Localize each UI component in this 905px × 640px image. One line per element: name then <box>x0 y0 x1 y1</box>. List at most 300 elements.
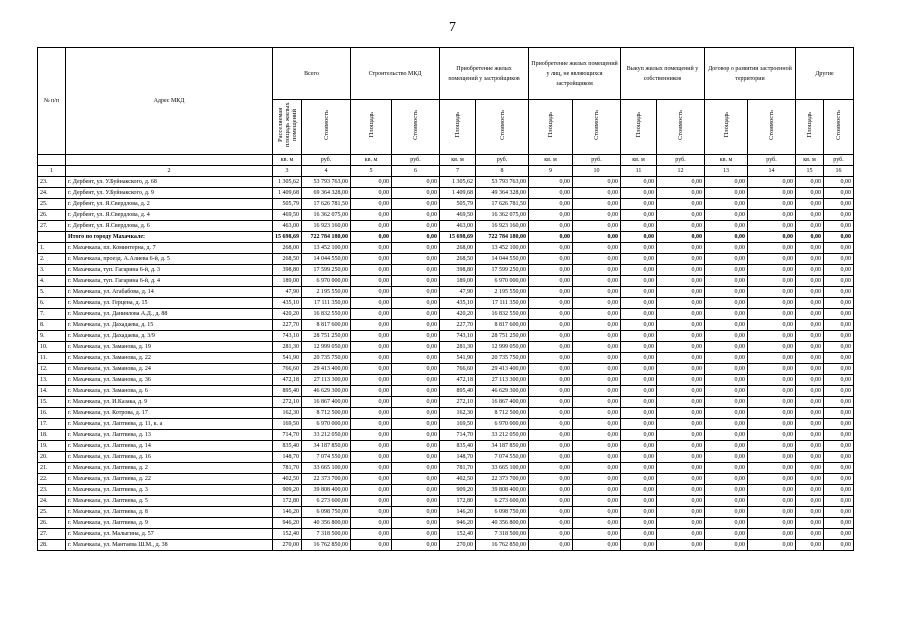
cost-value: 0,00 <box>824 254 854 265</box>
area-value: 0,00 <box>529 364 573 375</box>
area-value: 0,00 <box>621 243 657 254</box>
cost-value: 0,00 <box>657 177 705 188</box>
cost-value: 0,00 <box>748 518 796 529</box>
cost-value: 27 113 300,00 <box>302 375 351 386</box>
address: г. Махачкала, ул. И.Казака, д. 9 <box>66 397 273 408</box>
area-value: 0,00 <box>705 309 748 320</box>
row-number: 18. <box>38 430 66 441</box>
cost-value: 0,00 <box>657 419 705 430</box>
address: г. Махачкала, ул. Котрова, д. 17 <box>66 408 273 419</box>
area-value: 0,00 <box>621 353 657 364</box>
area-value: 0,00 <box>351 320 392 331</box>
area-value: 766,60 <box>273 364 302 375</box>
area-value: 0,00 <box>529 452 573 463</box>
table-row <box>38 364 854 375</box>
cost-value: 7 074 550,00 <box>476 452 529 463</box>
row-number: 8. <box>38 320 66 331</box>
cost-value: 0,00 <box>748 287 796 298</box>
cost-value: 7 318 500,00 <box>476 529 529 540</box>
row-number: 20. <box>38 452 66 463</box>
area-value: 0,00 <box>796 474 824 485</box>
row-number: 7. <box>38 309 66 320</box>
area-value: 270,00 <box>273 540 302 551</box>
area-value: 0,00 <box>529 177 573 188</box>
cost-value: 0,00 <box>573 485 621 496</box>
area-value: 0,00 <box>796 221 824 232</box>
address: г. Дербент, ул. Я.Свердлова, д. 6 <box>66 221 273 232</box>
cost-value: 0,00 <box>392 199 440 210</box>
cost-value: 0,00 <box>657 375 705 386</box>
cost-value: 0,00 <box>748 353 796 364</box>
area-value: 0,00 <box>796 188 824 199</box>
area-value: 0,00 <box>621 397 657 408</box>
cost-value: 0,00 <box>573 353 621 364</box>
area-value: 227,70 <box>273 320 302 331</box>
area-value: 0,00 <box>796 463 824 474</box>
cost-value: 0,00 <box>824 518 854 529</box>
address: г. Махачкала, ул. Дахадаева, д. 15 <box>66 320 273 331</box>
area-value: 0,00 <box>529 463 573 474</box>
table-row <box>38 210 854 221</box>
cost-value: 0,00 <box>392 287 440 298</box>
area-value: 0,00 <box>529 540 573 551</box>
cost-value: 0,00 <box>573 452 621 463</box>
area-value: 0,00 <box>705 342 748 353</box>
unit-area: кв. м <box>705 155 748 166</box>
area-value: 0,00 <box>705 540 748 551</box>
cost-value: 0,00 <box>824 540 854 551</box>
area-value: 0,00 <box>621 177 657 188</box>
unit-area: кв. м <box>351 155 392 166</box>
cost-value: 0,00 <box>657 243 705 254</box>
row-number: 25. <box>38 507 66 518</box>
cost-value: 0,00 <box>657 276 705 287</box>
cost-value: 16 867 400,00 <box>476 397 529 408</box>
area-value: 0,00 <box>621 540 657 551</box>
cost-value: 0,00 <box>824 210 854 221</box>
area-value: 743,10 <box>440 331 476 342</box>
cost-value: 0,00 <box>392 331 440 342</box>
cost-value: 0,00 <box>748 331 796 342</box>
area-value: 0,00 <box>529 496 573 507</box>
row-number: 19. <box>38 441 66 452</box>
area-value: 0,00 <box>351 298 392 309</box>
address: г. Махачкала, ул. Лаптиева, д. 11, к. а <box>66 419 273 430</box>
table-row <box>38 419 854 430</box>
area-value: 781,70 <box>273 463 302 474</box>
area-value: 0,00 <box>705 452 748 463</box>
area-value: 0,00 <box>351 265 392 276</box>
cost-value: 0,00 <box>824 408 854 419</box>
unit-cost: руб. <box>392 155 440 166</box>
cost-value: 0,00 <box>392 452 440 463</box>
cost-value: 0,00 <box>573 540 621 551</box>
cost-value: 0,00 <box>748 320 796 331</box>
area-value: 0,00 <box>529 265 573 276</box>
address: г. Махачкала, ул. Агабабова, д. 14 <box>66 287 273 298</box>
area-value: 0,00 <box>796 397 824 408</box>
area-value: 0,00 <box>705 507 748 518</box>
area-value: 0,00 <box>621 309 657 320</box>
table-row <box>38 529 854 540</box>
cost-value: 0,00 <box>392 430 440 441</box>
unit-area: кв. м <box>621 155 657 166</box>
cost-value: 7 074 550,00 <box>302 452 351 463</box>
area-value: 0,00 <box>705 441 748 452</box>
area-value: 0,00 <box>529 474 573 485</box>
area-value: 268,00 <box>440 243 476 254</box>
address: г. Махачкала, туп. Гагарина 6-й, д. 4 <box>66 276 273 287</box>
cost-value: 0,00 <box>657 397 705 408</box>
area-value: 0,00 <box>621 342 657 353</box>
cost-value: 39 808 400,00 <box>302 485 351 496</box>
cost-value: 13 452 100,00 <box>476 243 529 254</box>
cost-value: 0,00 <box>824 507 854 518</box>
row-number: 26. <box>38 210 66 221</box>
table-row <box>38 265 854 276</box>
area-value: 0,00 <box>705 463 748 474</box>
area-value: 743,10 <box>273 331 302 342</box>
area-value: 268,00 <box>273 243 302 254</box>
area-value: 0,00 <box>705 331 748 342</box>
cost-value: 40 356 800,00 <box>302 518 351 529</box>
cost-value: 0,00 <box>392 474 440 485</box>
area-value: 270,00 <box>440 540 476 551</box>
cost-value: 20 735 750,00 <box>302 353 351 364</box>
row-number: 23. <box>38 177 66 188</box>
area-value: 0,00 <box>351 177 392 188</box>
cost-value: 14 044 550,00 <box>476 254 529 265</box>
cost-value: 0,00 <box>748 309 796 320</box>
area-value: 0,00 <box>621 430 657 441</box>
area-value: 0,00 <box>705 243 748 254</box>
area-value: 0,00 <box>351 518 392 529</box>
table-row <box>38 518 854 529</box>
address: г. Махачкала, проезд. А.Алиева 6-й, д. 5 <box>66 254 273 265</box>
row-number: 21. <box>38 463 66 474</box>
area-value: 0,00 <box>351 342 392 353</box>
area-value: 0,00 <box>351 276 392 287</box>
cost-value: 0,00 <box>392 529 440 540</box>
area-value: 0,00 <box>621 188 657 199</box>
area-value: 0,00 <box>796 507 824 518</box>
area-value: 0,00 <box>621 199 657 210</box>
area-value: 398,80 <box>273 265 302 276</box>
cost-value: 0,00 <box>392 210 440 221</box>
area-value: 0,00 <box>351 408 392 419</box>
cost-value: 0,00 <box>392 540 440 551</box>
cost-value: 16 832 550,00 <box>302 309 351 320</box>
cost-value: 28 751 250,00 <box>476 331 529 342</box>
area-value: 268,50 <box>273 254 302 265</box>
cost-value: 16 923 160,00 <box>476 221 529 232</box>
cost-value: 0,00 <box>748 474 796 485</box>
cost-value: 0,00 <box>573 430 621 441</box>
cost-value: 0,00 <box>657 298 705 309</box>
cost-value: 0,00 <box>573 265 621 276</box>
area-value: 1 305,62 <box>440 177 476 188</box>
cost-value: 0,00 <box>573 188 621 199</box>
area-value: 469,50 <box>440 210 476 221</box>
cost-value: 0,00 <box>824 375 854 386</box>
address: г. Махачкала, ул. Заманова, д. 22 <box>66 353 273 364</box>
area-value: 420,20 <box>273 309 302 320</box>
cost-value: 0,00 <box>573 507 621 518</box>
area-value: 469,50 <box>273 210 302 221</box>
cost-value: 0,00 <box>392 463 440 474</box>
cost-value: 0,00 <box>392 221 440 232</box>
area-value: 0,00 <box>796 177 824 188</box>
column-number: 6 <box>392 166 440 177</box>
row-number: 6. <box>38 298 66 309</box>
unit-area: кв. м <box>796 155 824 166</box>
area-value: 0,00 <box>529 529 573 540</box>
cost-value: 0,00 <box>657 485 705 496</box>
address: г. Махачкала, ул. Лаптиева, д. 8 <box>66 507 273 518</box>
cost-value: 0,00 <box>824 221 854 232</box>
row-number <box>38 232 66 243</box>
cost-value: 0,00 <box>573 441 621 452</box>
cost-value: 0,00 <box>748 529 796 540</box>
cost-value: 6 098 750,00 <box>302 507 351 518</box>
cost-value: 0,00 <box>748 419 796 430</box>
area-value: 0,00 <box>529 353 573 364</box>
cost-value: 0,00 <box>748 507 796 518</box>
cost-value: 0,00 <box>573 199 621 210</box>
subheader-cost: Стоимость <box>657 100 705 155</box>
table-row <box>38 221 854 232</box>
cost-value: 20 735 750,00 <box>476 353 529 364</box>
row-number: 3. <box>38 265 66 276</box>
area-value: 0,00 <box>796 265 824 276</box>
area-value: 0,00 <box>796 287 824 298</box>
area-value: 0,00 <box>351 507 392 518</box>
area-value: 172,80 <box>440 496 476 507</box>
cost-value: 0,00 <box>824 243 854 254</box>
address: г. Махачкала, ул. Лаптиева, д. 14 <box>66 441 273 452</box>
area-value: 0,00 <box>705 408 748 419</box>
area-value: 0,00 <box>705 518 748 529</box>
cost-value: 0,00 <box>573 364 621 375</box>
cost-value: 0,00 <box>657 188 705 199</box>
cost-value: 0,00 <box>657 507 705 518</box>
cost-value: 0,00 <box>824 265 854 276</box>
cost-value: 0,00 <box>824 485 854 496</box>
table-row <box>38 397 854 408</box>
area-value: 0,00 <box>796 232 824 243</box>
cost-value: 0,00 <box>657 452 705 463</box>
area-value: 541,90 <box>273 353 302 364</box>
area-value: 0,00 <box>621 287 657 298</box>
cost-value: 0,00 <box>824 430 854 441</box>
cost-value: 0,00 <box>392 320 440 331</box>
area-value: 162,30 <box>440 408 476 419</box>
cost-value: 0,00 <box>392 518 440 529</box>
row-number: 4. <box>38 276 66 287</box>
subheader-area: Площадь <box>440 100 476 155</box>
cost-value: 0,00 <box>824 386 854 397</box>
cost-value: 0,00 <box>573 518 621 529</box>
area-value: 0,00 <box>796 452 824 463</box>
cost-value: 0,00 <box>657 441 705 452</box>
cost-value: 0,00 <box>657 342 705 353</box>
row-number: 11. <box>38 353 66 364</box>
cost-value: 0,00 <box>824 232 854 243</box>
area-value: 0,00 <box>351 474 392 485</box>
cost-value: 0,00 <box>824 177 854 188</box>
address: г. Махачкала, ул. Лаптиева, д. 5 <box>66 496 273 507</box>
area-value: 0,00 <box>796 408 824 419</box>
row-number: 27. <box>38 529 66 540</box>
area-value: 714,70 <box>440 430 476 441</box>
area-value: 0,00 <box>705 188 748 199</box>
area-value: 0,00 <box>529 287 573 298</box>
area-value: 0,00 <box>621 375 657 386</box>
area-value: 895,40 <box>273 386 302 397</box>
unit-cost: руб. <box>573 155 621 166</box>
cost-value: 6 970 000,00 <box>476 419 529 430</box>
area-value: 0,00 <box>529 232 573 243</box>
cost-value: 46 629 300,00 <box>476 386 529 397</box>
area-value: 0,00 <box>796 342 824 353</box>
area-value: 148,70 <box>273 452 302 463</box>
cost-value: 0,00 <box>748 540 796 551</box>
address: г. Махачкала, ул. Лаптиева, д. 13 <box>66 430 273 441</box>
area-value: 835,40 <box>273 441 302 452</box>
row-number: 12. <box>38 364 66 375</box>
cost-value: 46 629 300,00 <box>302 386 351 397</box>
area-value: 0,00 <box>621 386 657 397</box>
row-number: 15. <box>38 397 66 408</box>
cost-value: 0,00 <box>657 265 705 276</box>
area-value: 435,10 <box>273 298 302 309</box>
cost-value: 0,00 <box>392 397 440 408</box>
subheader-area: Площадь <box>529 100 573 155</box>
area-value: 0,00 <box>621 463 657 474</box>
area-value: 0,00 <box>705 177 748 188</box>
area-value: 0,00 <box>351 419 392 430</box>
column-number: 11 <box>621 166 657 177</box>
area-value: 0,00 <box>529 485 573 496</box>
address: г. Махачкала, ул. Мантаева Ш.М., д. 38 <box>66 540 273 551</box>
area-value: 505,79 <box>440 199 476 210</box>
area-value: 1 409,68 <box>440 188 476 199</box>
cost-value: 0,00 <box>573 232 621 243</box>
area-value: 281,30 <box>273 342 302 353</box>
cost-value: 0,00 <box>824 188 854 199</box>
cost-value: 6 273 600,00 <box>476 496 529 507</box>
area-value: 152,40 <box>273 529 302 540</box>
cost-value: 0,00 <box>824 474 854 485</box>
table-row <box>38 309 854 320</box>
area-value: 0,00 <box>705 386 748 397</box>
cost-value: 0,00 <box>657 287 705 298</box>
table-row <box>38 463 854 474</box>
area-value: 0,00 <box>796 276 824 287</box>
cost-value: 0,00 <box>392 265 440 276</box>
area-value: 0,00 <box>529 298 573 309</box>
total-row <box>38 232 854 243</box>
column-number: 3 <box>273 166 302 177</box>
subheader-area: Площадь <box>796 100 824 155</box>
cost-value: 8 817 600,00 <box>302 320 351 331</box>
area-value: 0,00 <box>529 408 573 419</box>
cost-value: 0,00 <box>824 276 854 287</box>
cost-value: 0,00 <box>573 210 621 221</box>
cost-value: 8 712 500,00 <box>476 408 529 419</box>
area-value: 0,00 <box>621 474 657 485</box>
address: г. Дербент, ул. У.Буйнакского, д. 9 <box>66 188 273 199</box>
column-number: 7 <box>440 166 476 177</box>
area-value: 162,30 <box>273 408 302 419</box>
cost-value: 6 273 600,00 <box>302 496 351 507</box>
cost-value: 0,00 <box>392 243 440 254</box>
area-value: 0,00 <box>351 441 392 452</box>
area-value: 0,00 <box>705 474 748 485</box>
column-number: 10 <box>573 166 621 177</box>
cost-value: 0,00 <box>657 408 705 419</box>
cost-value: 0,00 <box>573 276 621 287</box>
cost-value: 34 187 850,00 <box>476 441 529 452</box>
cost-value: 33 212 050,00 <box>302 430 351 441</box>
table-row <box>38 342 854 353</box>
cost-value: 22 373 700,00 <box>476 474 529 485</box>
area-value: 0,00 <box>529 342 573 353</box>
area-value: 781,70 <box>440 463 476 474</box>
row-number: 17. <box>38 419 66 430</box>
area-value: 0,00 <box>529 221 573 232</box>
area-value: 946,20 <box>273 518 302 529</box>
area-value: 0,00 <box>351 375 392 386</box>
cost-value: 0,00 <box>824 419 854 430</box>
row-number: 22. <box>38 474 66 485</box>
table-row <box>38 298 854 309</box>
cost-value: 29 413 400,00 <box>476 364 529 375</box>
row-number: 14. <box>38 386 66 397</box>
column-number: 12 <box>657 166 705 177</box>
area-value: 0,00 <box>621 254 657 265</box>
area-value: 541,90 <box>440 353 476 364</box>
area-value: 0,00 <box>796 375 824 386</box>
cost-value: 0,00 <box>824 298 854 309</box>
cost-value: 16 923 160,00 <box>302 221 351 232</box>
area-value: 714,70 <box>273 430 302 441</box>
cost-value: 0,00 <box>392 408 440 419</box>
address: г. Дербент, ул. Я.Свердлова, д. 2 <box>66 199 273 210</box>
cost-value: 0,00 <box>573 254 621 265</box>
cost-value: 0,00 <box>392 364 440 375</box>
area-value: 435,10 <box>440 298 476 309</box>
subheader-cost: Стоимость <box>748 100 796 155</box>
area-value: 146,20 <box>273 507 302 518</box>
area-value: 505,79 <box>273 199 302 210</box>
table-row <box>38 474 854 485</box>
table-row <box>38 353 854 364</box>
address: г. Махачкала, ул. Заманова, д. 36 <box>66 375 273 386</box>
address: г. Махачкала, ул. Заманова, д. 24 <box>66 364 273 375</box>
area-value: 0,00 <box>351 254 392 265</box>
cost-value: 0,00 <box>748 408 796 419</box>
area-value: 0,00 <box>705 276 748 287</box>
cost-value: 6 970 000,00 <box>302 276 351 287</box>
area-value: 172,80 <box>273 496 302 507</box>
cost-value: 0,00 <box>657 254 705 265</box>
cost-value: 17 111 350,00 <box>302 298 351 309</box>
cost-value: 40 356 800,00 <box>476 518 529 529</box>
cost-value: 0,00 <box>392 419 440 430</box>
cost-value: 0,00 <box>748 265 796 276</box>
area-value: 0,00 <box>621 419 657 430</box>
